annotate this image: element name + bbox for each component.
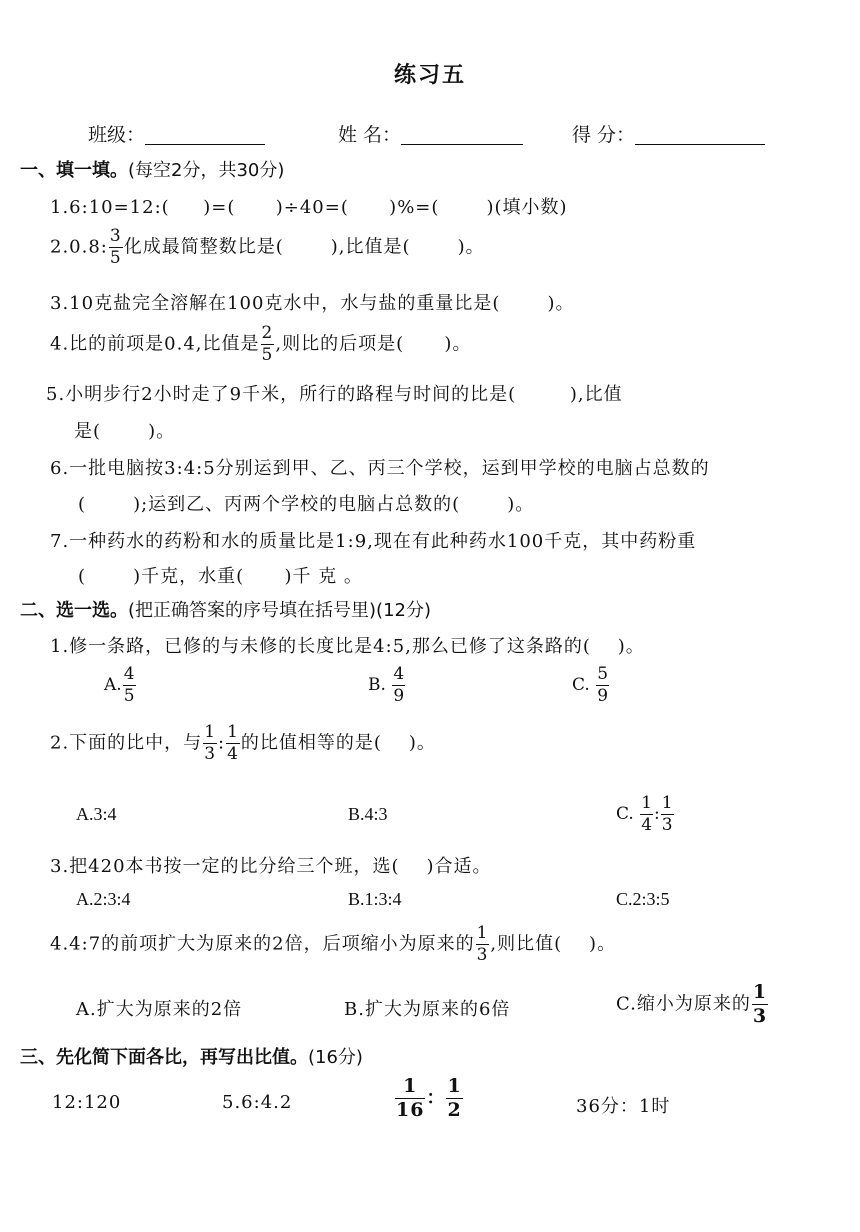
fraction — [661, 795, 674, 834]
s1-q2-prefix: 2.0.8: — [50, 236, 108, 258]
s2-q4-option-c[interactable] — [616, 983, 769, 1026]
class-label: 班级： — [88, 124, 146, 146]
fraction-numerator: 1 — [395, 1077, 425, 1099]
section1-heading — [20, 156, 284, 182]
s2-q4-prefix: 4.4:7的前项扩大为原来的2倍，后项缩小为原来的 — [50, 933, 475, 955]
s1-question-3: 3.10克盐完全溶解在100克水中，水与盐的重量比是( )。 — [50, 293, 575, 314]
fraction-denominator: 9 — [597, 686, 609, 706]
s3-item-1: 12:120 — [52, 1092, 122, 1113]
score-label: 得 分： — [572, 124, 636, 146]
option-label: C. — [616, 804, 634, 824]
score-blank[interactable] — [635, 126, 765, 145]
fraction-numerator: 1 — [752, 981, 768, 1003]
s2-q4-option-a[interactable]: A.扩大为原来的2倍 — [76, 999, 243, 1020]
s1-question-4 — [50, 325, 471, 364]
fraction — [446, 1077, 462, 1120]
fraction-numerator: 4 — [393, 664, 405, 684]
s2-q2-option-b[interactable]: B.4:3 — [348, 804, 388, 824]
s1-q4-suffix: ,则比的后项是( )。 — [275, 333, 472, 355]
fraction — [640, 795, 653, 834]
fraction-numerator: 1 — [641, 793, 653, 813]
s1-question-6-line2: ( );运到乙、丙两个学校的电脑占总数的( )。 — [78, 494, 535, 515]
s1-question-5-line2: 是( )。 — [74, 421, 176, 442]
fraction — [203, 724, 217, 763]
fraction-denominator: 3 — [752, 1005, 768, 1027]
s1-q2-suffix: 化成最简整数比是( ),比值是( )。 — [123, 236, 485, 258]
fraction-denominator: 3 — [661, 815, 673, 835]
s1-q4-prefix: 4.比的前项是0.4,比值是 — [50, 333, 260, 355]
option-label: A. — [104, 675, 122, 695]
s2-q4-suffix: ,则比值( )。 — [490, 933, 617, 955]
s3-item-3 — [394, 1077, 464, 1120]
s2-q1-option-b[interactable] — [368, 666, 406, 705]
fraction — [395, 1077, 425, 1120]
s1-question-7-line2: ( )千克，水重( )千 克 。 — [78, 566, 363, 587]
s1-question-1: 1.6:10=12:( )=( )÷40=( )%=( )(填小数) — [50, 197, 568, 218]
ratio-colon: : — [218, 732, 226, 754]
section3-note: (16分) — [308, 1047, 363, 1068]
class-field — [88, 120, 265, 147]
fraction-denominator: 5 — [109, 248, 122, 268]
score-field — [572, 120, 765, 147]
fraction-denominator: 4 — [641, 815, 653, 835]
fraction-denominator: 9 — [393, 686, 405, 706]
s1-question-2 — [50, 228, 485, 267]
s3-item-2: 5.6:4.2 — [222, 1092, 293, 1113]
fraction-numerator: 4 — [123, 664, 135, 684]
s2-q3-option-a[interactable]: A.2:3:4 — [76, 889, 131, 909]
s2-q3-option-b[interactable]: B.1:3:4 — [348, 889, 402, 909]
s2-q2-prefix: 2.下面的比中，与 — [50, 732, 203, 754]
s2-q4-option-b[interactable]: B.扩大为原来的6倍 — [344, 999, 511, 1020]
s1-question-5-line1: 5.小明步行2小时走了9千米，所行的路程与时间的比是( ),比值 — [46, 384, 623, 405]
fraction-denominator: 16 — [396, 1099, 425, 1121]
fraction — [109, 228, 123, 267]
fraction-denominator: 2 — [447, 1099, 462, 1121]
name-field — [338, 120, 523, 147]
s1-question-7-line1: 7.一种药水的药粉和水的质量比是1:9,现在有此种药水100千克，其中药粉重 — [50, 531, 697, 552]
fraction-numerator: 1 — [227, 722, 239, 742]
name-blank[interactable] — [401, 126, 523, 145]
fraction-numerator: 3 — [109, 226, 122, 246]
s2-question-3: 3.把420本书按一定的比分给三个班，选( )合适。 — [50, 856, 492, 877]
fraction-numerator: 1 — [204, 722, 217, 742]
s2-q2-suffix: 的比值相等的是( )。 — [240, 732, 436, 754]
ratio-colon: ： — [426, 1087, 446, 1109]
name-label: 姓 名： — [338, 124, 402, 146]
fraction — [752, 983, 768, 1026]
page-title: 练习五 — [393, 63, 466, 88]
fraction-denominator: 5 — [261, 345, 274, 365]
section2-note: (把正确答案的序号填在括号里)(12分) — [128, 600, 431, 621]
section3-title: 三、先化简下面各比，再写出比值。 — [20, 1047, 308, 1068]
fraction — [123, 666, 136, 705]
fraction-numerator: 1 — [661, 793, 673, 813]
fraction-denominator: 3 — [204, 744, 217, 764]
fraction-numerator: 2 — [261, 323, 274, 343]
fraction-denominator: 5 — [123, 686, 135, 706]
s2-q2-option-a[interactable]: A.3:4 — [76, 804, 117, 824]
fraction-numerator: 1 — [447, 1075, 462, 1097]
section3-heading — [20, 1043, 363, 1069]
s3-item-4: 36分：1时 — [576, 1096, 671, 1117]
option-label: C. — [572, 675, 590, 695]
fraction-denominator: 3 — [476, 945, 489, 965]
s2-q1-option-a[interactable] — [104, 666, 137, 705]
section1-note: (每空2分，共30分) — [128, 160, 285, 181]
s2-q2-option-c[interactable]: C. $\frac{1}{4}$ : $\frac{1}{3}$ — [616, 793, 673, 835]
s2-question-1: 1.修一条路，已修的与未修的长度比是4:5,那么已修了这条路的( )。 — [50, 636, 645, 657]
s1-question-6-line1: 6.一批电脑按3:4:5分别运到甲、乙、丙三个学校，运到甲学校的电脑占总数的 — [50, 458, 710, 479]
s2-q3-option-c[interactable]: C.2:3:5 — [616, 889, 670, 909]
s2-q1-option-c[interactable] — [572, 666, 610, 705]
section1-title: 一、填一填。 — [20, 160, 128, 181]
fraction — [226, 724, 240, 763]
fraction-numerator: 5 — [597, 664, 609, 684]
fraction — [476, 925, 490, 964]
fraction-denominator: 4 — [227, 744, 239, 764]
s2-question-2 — [50, 724, 436, 763]
fraction — [596, 666, 609, 705]
fraction — [392, 666, 405, 705]
section2-title: 二、选一选。 — [20, 600, 128, 621]
option-label: B. — [368, 675, 386, 695]
option-text: C.缩小为原来的 — [616, 993, 751, 1015]
class-blank[interactable] — [145, 126, 265, 145]
section2-heading — [20, 596, 431, 622]
s2-question-4 — [50, 925, 616, 964]
fraction — [261, 325, 275, 364]
fraction-numerator: 1 — [476, 923, 489, 943]
